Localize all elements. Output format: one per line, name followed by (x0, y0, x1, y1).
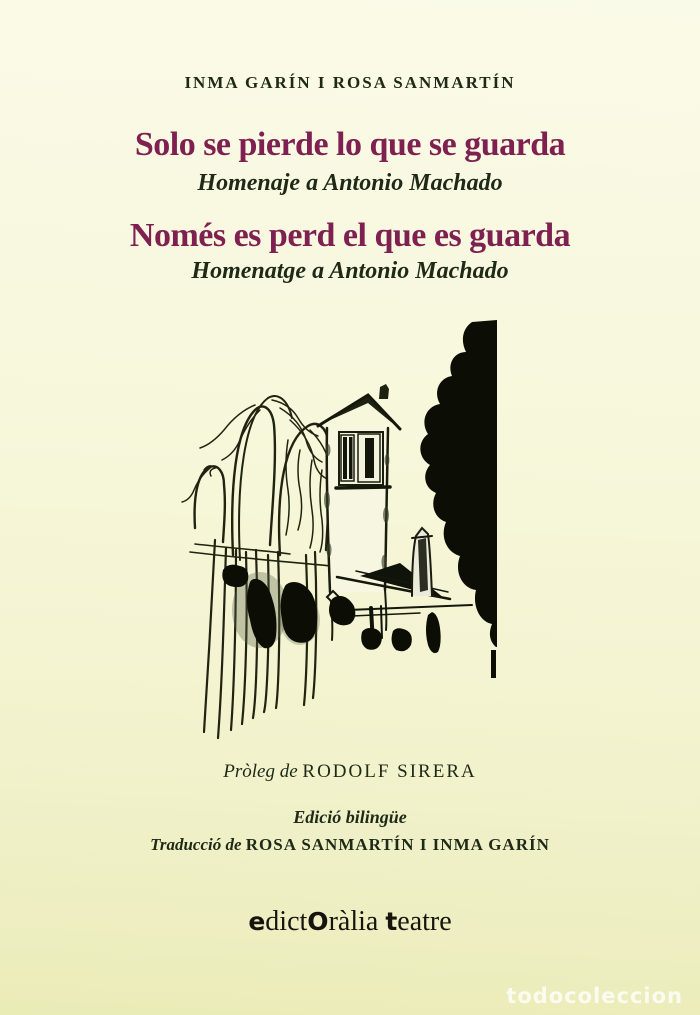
edition-note: Edició bilingüe (293, 807, 407, 827)
willow-tree (182, 396, 343, 738)
subtitle-spanish: Homenaje a Antonio Machado (197, 170, 503, 196)
prologue-author: RODOLF SIRERA (302, 761, 477, 782)
translation-line (0, 835, 700, 855)
publisher-logo-dict: dict (265, 906, 308, 937)
publisher-logo-e: e (248, 907, 266, 936)
cover-illustration (160, 300, 540, 750)
publisher-logo-t: t (385, 907, 398, 936)
publisher-logo-eatre: eatre (397, 906, 452, 937)
prologue-prefix: Pròleg de (223, 761, 303, 782)
todocoleccion-watermark: todocoleccion (506, 984, 683, 1008)
publisher-logo-ralia: ràlia (328, 906, 379, 937)
prologue-line (0, 761, 700, 783)
publisher-logo-o: O (307, 907, 329, 936)
publisher-logo (0, 906, 700, 938)
translation-prefix: Traducció de (150, 835, 246, 854)
title-spanish: Solo se pierde lo que se guarda (134, 126, 566, 163)
author-line: INMA GARÍN I ROSA SANMARTÍN (184, 73, 516, 92)
translators: ROSA SANMARTÍN I INMA GARÍN (245, 835, 550, 854)
subtitle-catalan: Homenatge a Antonio Machado (191, 258, 509, 284)
title-catalan: Només es perd el que es guarda (129, 217, 571, 254)
